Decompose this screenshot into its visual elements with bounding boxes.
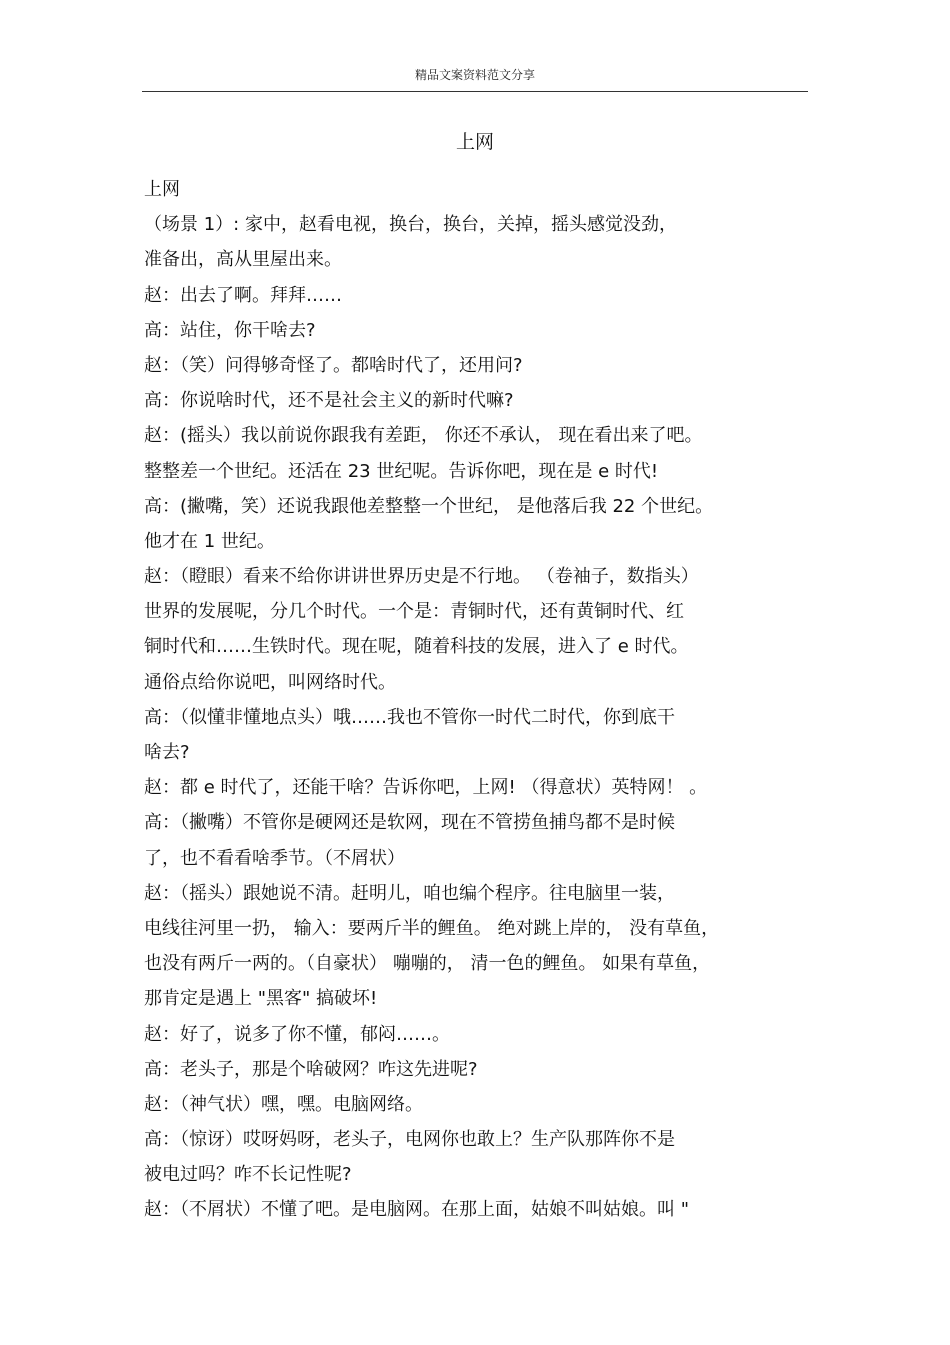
header-divider bbox=[142, 91, 808, 92]
text-line: 准备出，高从里屋出来。 bbox=[144, 249, 342, 271]
text-line: 电线往河里一扔， 输入：要两斤半的鲤鱼。 绝对跳上岸的， 没有草鱼， bbox=[144, 917, 720, 939]
text-line: 那肯定是遇上 "黑客" 搞破坏! bbox=[144, 988, 378, 1010]
text-line: 赵：（笑）问得够奇怪了。都啥时代了，还用问? bbox=[144, 354, 523, 376]
text-line: 高：（撇嘴）不管你是硬网还是软网，现在不管捞鱼捕鸟都不是时候 bbox=[144, 812, 675, 834]
document-title: 上网 bbox=[455, 131, 494, 153]
text-line: 高：老头子，那是个啥破网？咋这先进呢? bbox=[144, 1058, 478, 1080]
text-line: 高：（惊讶）哎呀妈呀，老头子，电网你也敢上？生产队那阵你不是 bbox=[144, 1129, 675, 1151]
text-line: 了，也不看看啥季节。（不屑状） bbox=[144, 847, 405, 869]
text-line: 高：（似懂非懂地点头）哦……我也不管你一时代二时代，你到底干 bbox=[144, 706, 675, 728]
text-line: 赵：好了，说多了你不懂，郁闷……。 bbox=[144, 1023, 450, 1045]
text-line: 被电过吗？咋不长记性呢? bbox=[144, 1164, 352, 1186]
text-line: 高：(撇嘴，笑）还说我跟他差整整一个世纪， 是他落后我 22 个世纪。 bbox=[144, 495, 714, 517]
text-line: 高：你说啥时代，还不是社会主义的新时代嘛? bbox=[144, 390, 514, 412]
page-header: 精品文案资料范文分享 bbox=[414, 68, 535, 82]
text-line: 赵：出去了啊。拜拜…… bbox=[144, 284, 342, 306]
text-line: 赵：（不屑状）不懂了吧。是电脑网。在那上面，姑娘不叫姑娘。叫 " bbox=[144, 1199, 689, 1221]
text-line: 赵：(摇头）我以前说你跟我有差距， 你还不承认， 现在看出来了吧。 bbox=[144, 425, 703, 447]
text-line: 上网 bbox=[144, 179, 180, 200]
text-line: 他才在 1 世纪。 bbox=[144, 530, 275, 552]
text-line: （场景 1）: 家中，赵看电视，换台，换台，关掉，摇头感觉没劲， bbox=[144, 214, 677, 236]
text-line: 也没有两斤一两的。（自豪状） 嘣嘣的， 清一色的鲤鱼。 如果有草鱼， bbox=[144, 953, 711, 975]
text-line: 铜时代和……生铁时代。现在呢，随着科技的发展，进入了 e 时代。 bbox=[144, 636, 689, 658]
text-line: 赵：（瞪眼）看来不给你讲讲世界历史是不行地。 （卷袖子，数指头） bbox=[144, 566, 699, 588]
text-line: 世界的发展呢，分几个时代。一个是：青铜时代，还有黄铜时代、红 bbox=[144, 601, 684, 623]
text-line: 赵：都 e 时代了，还能干啥？告诉你吧，上网! （得意状）英特网！ 。 bbox=[144, 777, 708, 799]
document-body bbox=[144, 172, 814, 1228]
text-line: 通俗点给你说吧，叫网络时代。 bbox=[144, 671, 396, 693]
text-line: 赵：（摇头）跟她说不清。赶明儿，咱也编个程序。往电脑里一装， bbox=[144, 882, 675, 904]
text-line: 啥去? bbox=[144, 742, 190, 763]
text-line: 高：站住，你干啥去? bbox=[144, 319, 316, 341]
text-line: 赵：（神气状）嘿，嘿。电脑网络。 bbox=[144, 1093, 423, 1115]
text-line: 整整差一个世纪。还活在 23 世纪呢。告诉你吧，现在是 e 时代! bbox=[144, 460, 659, 482]
